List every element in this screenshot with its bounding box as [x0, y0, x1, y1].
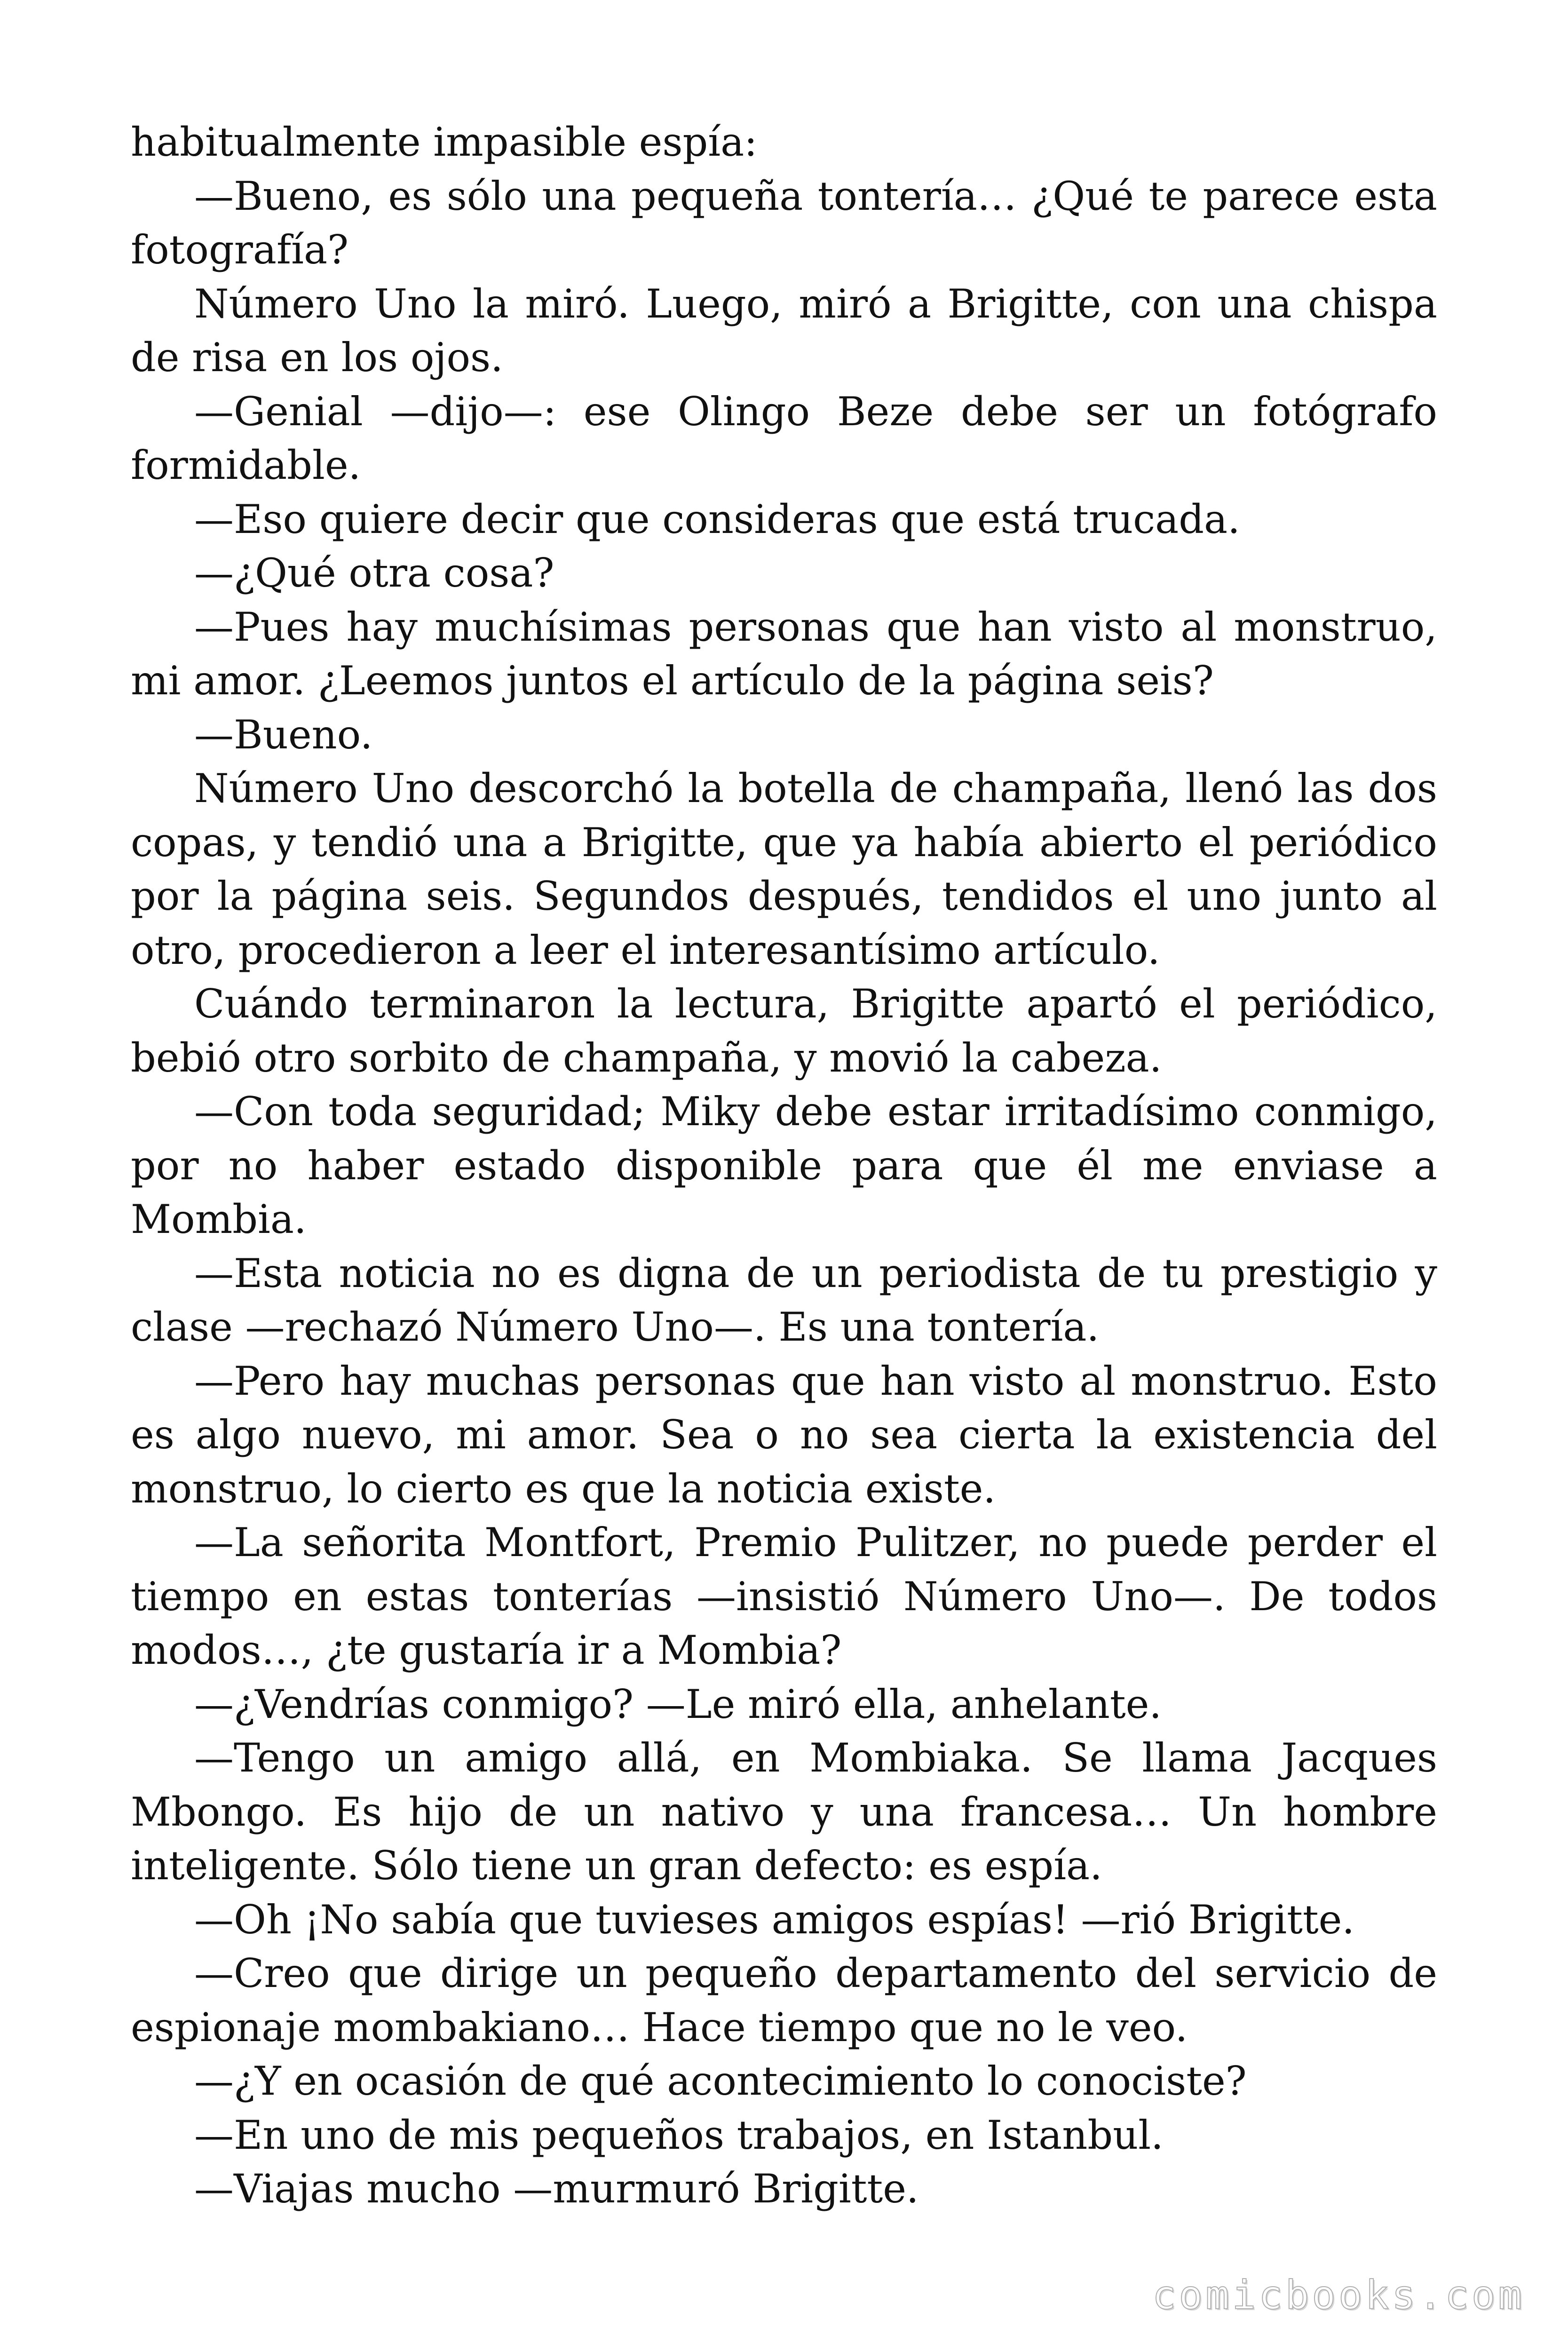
paragraph-1: habitualmente impasible espía: [131, 119, 758, 165]
page-body [131, 115, 1437, 2216]
paragraph-2: —Bueno, es sólo una pequeña tontería… ¿Qué te parece esta fotografía? [131, 173, 1437, 273]
paragraph-6: —¿Qué otra cosa? [194, 550, 554, 596]
watermark: comicbooks.com [1152, 2272, 1525, 2318]
paragraph-7: —Pues hay muchísimas personas que han visto al monstruo, mi amor. ¿Leemos juntos el artículo de la página seis? [131, 604, 1437, 704]
paragraph-21: —Viajas mucho —murmuró Brigitte. [194, 2166, 919, 2212]
paragraph-11: —Con toda seguridad; Miky debe estar irritadísimo conmigo, por no haber estado disponible para que él me enviase a Mombia. [131, 1089, 1437, 1242]
paragraph-14: —La señorita Montfort, Premio Pulitzer, no puede perder el tiempo en estas tonterías —insistió Número Uno—. De todos modos…, ¿te gustaría ir a Mombia? [131, 1519, 1437, 1673]
paragraph-10: Cuándo terminaron la lectura, Brigitte apartó el periódico, bebió otro sorbito de champaña, y movió la cabeza. [131, 981, 1437, 1081]
paragraph-18: —Creo que dirige un pequeño departamento del servicio de espionaje mombakiano… Hace tiempo que no le veo. [131, 1950, 1437, 2050]
paragraph-4: —Genial —dijo—: ese Olingo Beze debe ser un fotógrafo formidable. [131, 388, 1437, 488]
paragraph-13: —Pero hay muchas personas que han visto al monstruo. Esto es algo nuevo, mi amor. Sea o no sea cierta la existencia del monstruo, lo cierto es que la noticia existe. [131, 1358, 1437, 1512]
paragraph-3: Número Uno la miró. Luego, miró a Brigitte, con una chispa de risa en los ojos. [131, 280, 1437, 381]
paragraph-5: —Eso quiere decir que consideras que está trucada. [194, 496, 1240, 542]
paragraph-12: —Esta noticia no es digna de un periodista de tu prestigio y clase —rechazó Número Uno—. Es una tontería. [131, 1250, 1437, 1350]
paragraph-8: —Bueno. [194, 711, 373, 758]
paragraph-17: —Oh ¡No sabía que tuvieses amigos espías! —rió Brigitte. [194, 1896, 1355, 1943]
paragraph-9: Número Uno descorchó la botella de champaña, llenó las dos copas, y tendió una a Brigitte, que ya había abierto el periódico por la página seis. Segundos después, tendidos el uno junto al otro, procedieron a leer el interesantísimo artículo. [131, 765, 1437, 973]
paragraph-16: —Tengo un amigo allá, en Mombiaka. Se llama Jacques Mbongo. Es hijo de un nativo y una francesa… Un hombre inteligente. Sólo tiene un gran defecto: es espía. [131, 1735, 1437, 1889]
paragraph-20: —En uno de mis pequeños trabajos, en Istanbul. [194, 2112, 1164, 2158]
paragraph-15: —¿Vendrías conmigo? —Le miró ella, anhelante. [194, 1681, 1162, 1727]
paragraph-19: —¿Y en ocasión de qué acontecimiento lo conociste? [194, 2058, 1247, 2104]
